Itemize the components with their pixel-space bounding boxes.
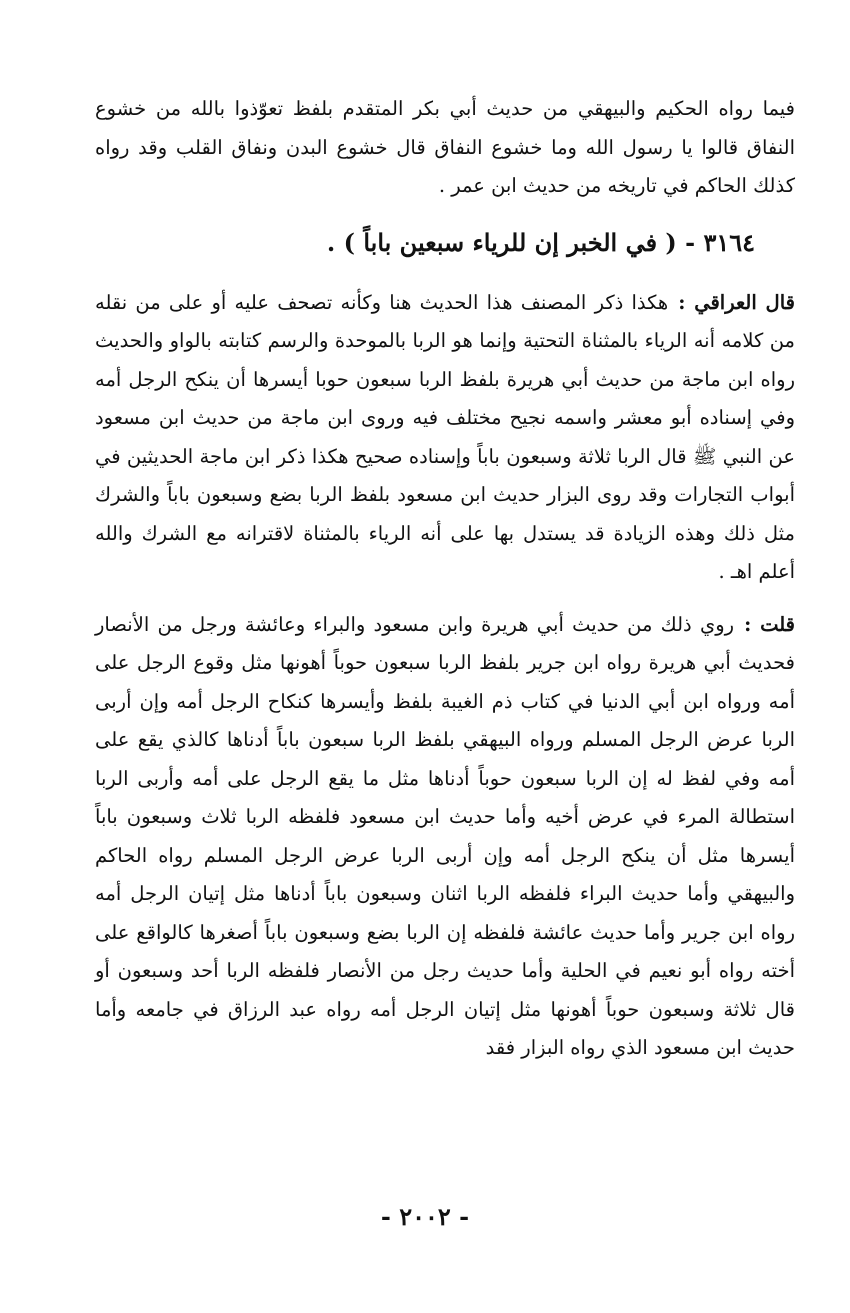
qultu-paragraph: [95, 606, 795, 1068]
iraqi-label: قال العراقي :: [678, 290, 795, 314]
intro-paragraph: فيما رواه الحكيم والبيهقي من حديث أبي بكر المتقدم بلفظ تعوّذوا بالله من خشوع النفاق قالوا يا رسول الله وما خشوع النفاق قال خشوع البدن ونفاق القلب وقد رواه كذلك الحاكم في تاريخه من حديث ابن عمر .: [95, 97, 795, 197]
qultu-text: روي ذلك من حديث أبي هريرة وابن مسعود والبراء وعائشة ورجل من الأنصار فحديث أبي هريرة رواه ابن جرير بلفظ الربا سبعون حوباً أهونها مثل وقوع الرجل على أمه ورواه ابن أبي الدنيا في كتاب ذم الغيبة بلفظ وأيسرها كنكاح الرجل أمه وإن أربى الربا عرض الرجل المسلم ورواه البيهقي بلفظ الربا سبعون باباً أدناها كالذي يقع على أمه وفي لفظ له إن الربا سبعون حوباً أدناها مثل ما يقع الرجل على أمه وأربى الربا استطالة المرء في عرض أخيه وأما حديث ابن مسعود فلفظه الربا ثلاث وسبعون باباً أيسرها مثل أن ينكح الرجل أمه وإن أربى الربا عرض الرجل المسلم رواه الحاكم والبيهقي وأما حديث البراء فلفظه الربا اثنان وسبعون باباً أدناها مثل إتيان الرجل أمه رواه ابن جرير وأما حديث عائشة فلفظه إن الربا بضع وسبعون باباً أصغرها كالواقع على أخته رواه أبو نعيم في الحلية وأما حديث رجل من الأنصار فلفظه الربا أحد وسبعون أو قال ثلاثة وسبعون حوباً أهونها مثل إتيان الرجل أمه رواه عبد الرزاق في جامعه وأما حديث ابن مسعود الذي رواه البزار فقد: [95, 612, 795, 1059]
section-heading: ٣١٦٤ - ( في الخبر إن للرياء سبعين باباً ) .: [326, 227, 755, 257]
qultu-label: قلت :: [744, 612, 795, 636]
page-number: - ٢٠٠٢ -: [380, 1202, 470, 1231]
iraqi-paragraph: [95, 284, 795, 592]
page-body: [95, 90, 795, 1068]
iraqi-text: هكذا ذكر المصنف هذا الحديث هنا وكأنه تصحف عليه أو على من نقله من كلامه أنه الرياء بالمثناة التحتية وإنما هو الربا بالموحدة والرسم كتابته بالواو والحديث رواه ابن ماجة من حديث أبي هريرة بلفظ الربا سبعون حوبا أيسرها أن ينكح الرجل أمه وفي إسناده أبو معشر واسمه نجيح مختلف فيه وروى ابن ماجة من حديث ابن مسعود عن النبي ﷺ قال الربا ثلاثة وسبعون باباً وإسناده صحيح هكذا ذكر ابن ماجة الحديثين في أبواب التجارات وقد روى البزار حديث ابن مسعود بلفظ الربا بضع وسبعون باباً والشرك مثل ذلك وهذه الزيادة قد يستدل بها على أنه الرياء بالمثناة لاقترانه مع الشرك والله أعلم اهـ .: [95, 290, 795, 583]
